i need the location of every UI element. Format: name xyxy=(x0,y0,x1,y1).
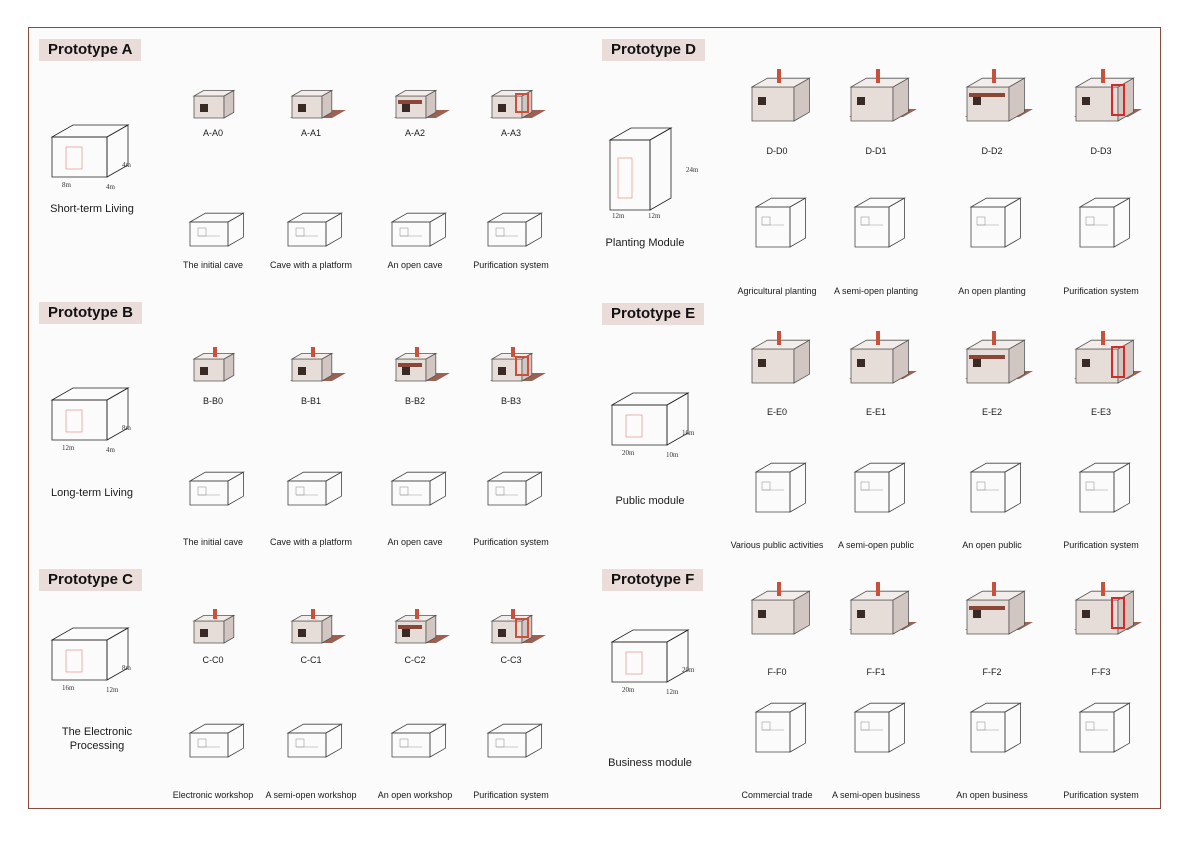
height-dimension: 24m xyxy=(686,166,699,174)
stage-label: A semi-open workshop xyxy=(265,790,357,800)
prototype-tag: Prototype D xyxy=(602,39,705,61)
stage-label: Purification system xyxy=(1063,790,1139,800)
length-dimension: 20m xyxy=(622,449,635,457)
width-dimension: 10m xyxy=(666,451,679,459)
height-dimension: 20m xyxy=(682,666,695,674)
rendered-iso-model xyxy=(266,333,356,397)
render-label: E-E0 xyxy=(766,407,787,417)
wireframe-iso-model xyxy=(266,707,356,771)
length-dimension: 12m xyxy=(62,444,75,452)
stage-label: Purification system xyxy=(473,790,549,800)
render-label: A-A2 xyxy=(404,128,425,138)
height-dimension: 8m xyxy=(122,424,131,432)
rendered-iso-model xyxy=(1056,325,1146,389)
rendered-iso-model xyxy=(370,333,460,397)
stage-label: Agricultural planting xyxy=(737,286,817,296)
module-name: Long-term Living xyxy=(51,487,133,499)
wireframe-iso-model xyxy=(1056,185,1146,249)
stage-label: Purification system xyxy=(473,537,549,547)
render-label: F-F1 xyxy=(866,667,886,677)
height-dimension: 16m xyxy=(682,429,695,437)
stage-label: The initial cave xyxy=(182,260,244,270)
rendered-iso-model xyxy=(732,63,822,127)
render-label: D-D3 xyxy=(1090,146,1112,156)
prototype-tag: Prototype A xyxy=(39,39,141,61)
wireframe-iso-model xyxy=(466,196,556,260)
rendered-iso-model xyxy=(732,325,822,389)
wireframe-iso-model xyxy=(370,707,460,771)
prototype-tag: Prototype C xyxy=(39,569,142,591)
wireframe-iso-model xyxy=(370,196,460,260)
stage-label: Cave with a platform xyxy=(269,537,353,547)
wireframe-iso-model xyxy=(266,196,356,260)
module-name: Planting Module xyxy=(605,237,685,249)
rendered-iso-model xyxy=(168,595,258,659)
wireframe-iso-model xyxy=(947,450,1037,514)
stage-label: A semi-open business xyxy=(831,790,921,800)
rendered-iso-model xyxy=(831,63,921,127)
render-label: A-A1 xyxy=(300,128,321,138)
rendered-iso-model xyxy=(1056,576,1146,640)
rendered-iso-model xyxy=(947,325,1037,389)
module-diagram xyxy=(600,112,720,222)
length-dimension: 16m xyxy=(62,684,75,692)
module-diagram xyxy=(40,378,160,458)
stage-label: An open planting xyxy=(958,286,1026,296)
module-diagram xyxy=(600,620,720,700)
render-label: C-C3 xyxy=(500,655,522,665)
prototype-tag: Prototype B xyxy=(39,302,142,324)
render-label: F-F3 xyxy=(1091,667,1111,677)
prototype-tag: Prototype F xyxy=(602,569,703,591)
stage-label: Purification system xyxy=(473,260,549,270)
rendered-iso-model xyxy=(1056,63,1146,127)
stage-label: An open public xyxy=(962,540,1022,550)
wireframe-iso-model xyxy=(266,455,356,519)
stage-label: Electronic workshop xyxy=(172,790,254,800)
width-dimension: 4m xyxy=(106,183,115,191)
rendered-iso-model xyxy=(466,595,556,659)
stage-label: A semi-open planting xyxy=(833,286,919,296)
wireframe-iso-model xyxy=(732,690,822,754)
wireframe-iso-model xyxy=(1056,450,1146,514)
render-label: F-F0 xyxy=(767,667,787,677)
render-label: A-A0 xyxy=(202,128,223,138)
stage-label: Cave with a platform xyxy=(269,260,353,270)
render-label: B-B1 xyxy=(300,396,321,406)
stage-label: An open business xyxy=(956,790,1028,800)
wireframe-iso-model xyxy=(370,455,460,519)
module-diagram xyxy=(40,618,160,698)
render-label: C-C2 xyxy=(404,655,426,665)
render-label: E-E2 xyxy=(981,407,1002,417)
stage-label: An open workshop xyxy=(377,790,453,800)
render-label: E-E1 xyxy=(865,407,886,417)
wireframe-iso-model xyxy=(831,185,921,249)
length-dimension: 20m xyxy=(622,686,635,694)
render-label: B-B3 xyxy=(500,396,521,406)
height-dimension: 8m xyxy=(122,664,131,672)
rendered-iso-model xyxy=(831,576,921,640)
stage-label: An open cave xyxy=(387,260,443,270)
stage-label: Various public activities xyxy=(730,540,824,550)
rendered-iso-model xyxy=(947,576,1037,640)
stage-label: Commercial trade xyxy=(741,790,813,800)
stage-label: An open cave xyxy=(387,537,443,547)
rendered-iso-model xyxy=(266,595,356,659)
module-name: Business module xyxy=(608,757,692,769)
stage-label: Purification system xyxy=(1063,540,1139,550)
module-diagram xyxy=(600,383,720,463)
wireframe-iso-model xyxy=(831,450,921,514)
wireframe-iso-model xyxy=(947,185,1037,249)
stage-label: The initial cave xyxy=(182,537,244,547)
rendered-iso-model xyxy=(831,325,921,389)
render-label: D-D0 xyxy=(766,146,788,156)
wireframe-iso-model xyxy=(732,185,822,249)
wireframe-iso-model xyxy=(466,455,556,519)
width-dimension: 12m xyxy=(648,212,661,220)
wireframe-iso-model xyxy=(732,450,822,514)
module-name: Short-term Living xyxy=(50,203,134,215)
render-label: A-A3 xyxy=(500,128,521,138)
stage-label: Purification system xyxy=(1063,286,1139,296)
rendered-iso-model xyxy=(732,576,822,640)
render-label: C-C0 xyxy=(202,655,224,665)
wireframe-iso-model xyxy=(1056,690,1146,754)
length-dimension: 8m xyxy=(62,181,71,189)
rendered-iso-model xyxy=(947,63,1037,127)
width-dimension: 12m xyxy=(666,688,679,696)
render-label: F-F2 xyxy=(982,667,1002,677)
rendered-iso-model xyxy=(466,70,556,134)
module-diagram xyxy=(40,115,160,195)
rendered-iso-model xyxy=(370,70,460,134)
rendered-iso-model xyxy=(168,70,258,134)
render-label: B-B2 xyxy=(404,396,425,406)
wireframe-iso-model xyxy=(168,707,258,771)
render-label: B-B0 xyxy=(202,396,223,406)
wireframe-iso-model xyxy=(168,455,258,519)
module-name: The Electronic Processing xyxy=(61,726,133,752)
length-dimension: 12m xyxy=(612,212,625,220)
module-name: Public module xyxy=(615,495,685,507)
rendered-iso-model xyxy=(370,595,460,659)
rendered-iso-model xyxy=(168,333,258,397)
render-label: C-C1 xyxy=(300,655,322,665)
render-label: E-E3 xyxy=(1090,407,1111,417)
width-dimension: 12m xyxy=(106,686,119,694)
render-label: D-D2 xyxy=(981,146,1003,156)
rendered-iso-model xyxy=(466,333,556,397)
stage-label: A semi-open public xyxy=(837,540,915,550)
wireframe-iso-model xyxy=(831,690,921,754)
wireframe-iso-model xyxy=(168,196,258,260)
height-dimension: 4m xyxy=(122,161,131,169)
render-label: D-D1 xyxy=(865,146,887,156)
prototype-tag: Prototype E xyxy=(602,303,704,325)
wireframe-iso-model xyxy=(947,690,1037,754)
wireframe-iso-model xyxy=(466,707,556,771)
rendered-iso-model xyxy=(266,70,356,134)
width-dimension: 4m xyxy=(106,446,115,454)
